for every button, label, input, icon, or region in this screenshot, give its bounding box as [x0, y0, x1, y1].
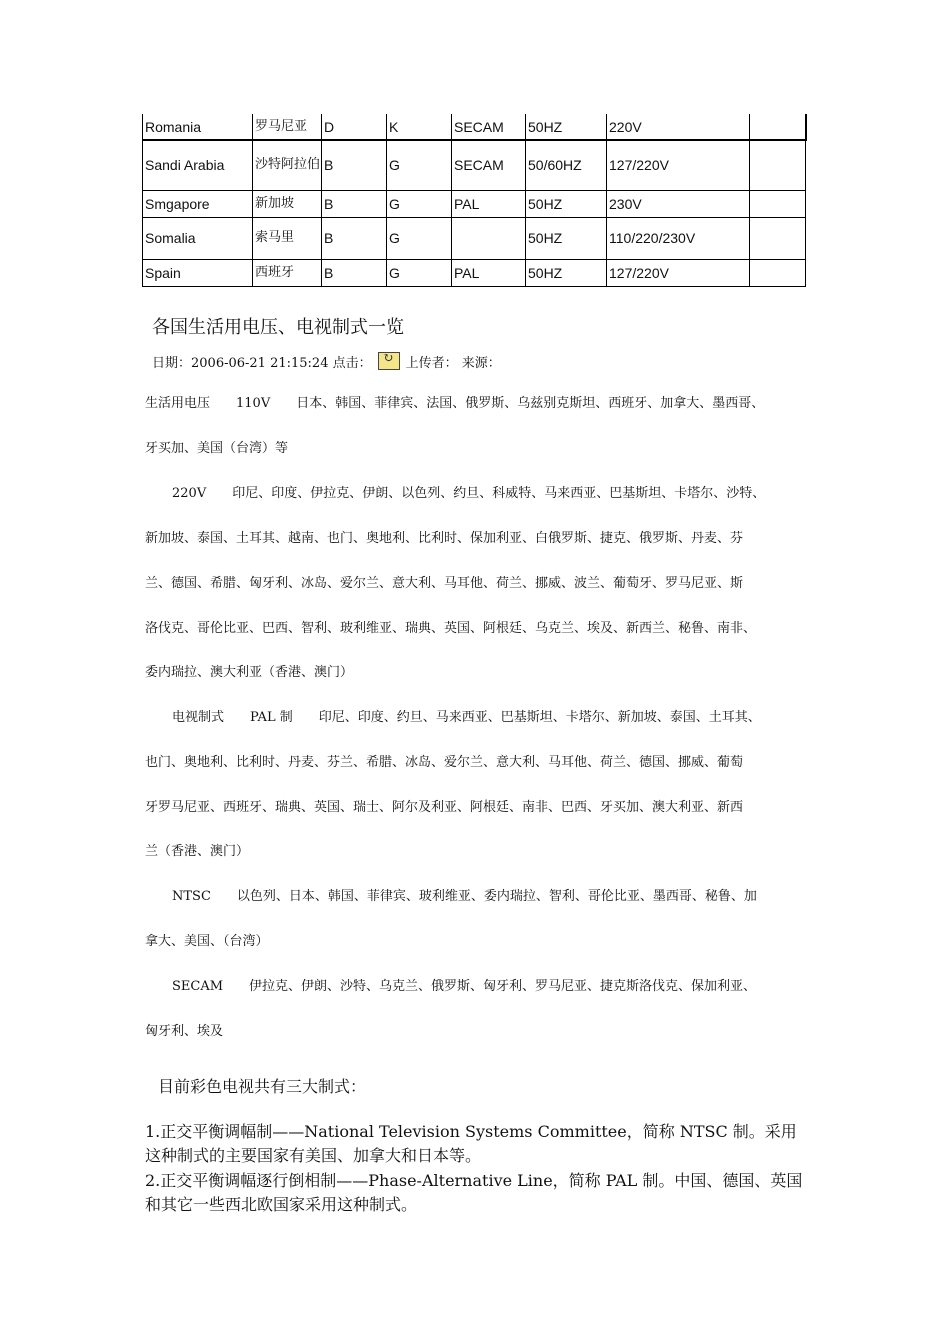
table-cell-en: Somalia — [143, 217, 253, 259]
table-cell-hz: 50HZ — [526, 114, 607, 140]
table-cell-volt: 220V — [607, 114, 750, 140]
table-cell-empty — [750, 140, 806, 190]
table-cell-c1: B — [322, 190, 387, 217]
text-line: 牙买加、美国（台湾）等 — [145, 441, 289, 456]
table-cell-cn: 罗马尼亚 — [253, 114, 322, 140]
table-cell-en: Spain — [143, 259, 253, 286]
refresh-icon[interactable] — [378, 352, 400, 370]
table-cell-volt: 110/220/230V — [607, 217, 750, 259]
table-cell-cn: 新加坡 — [253, 190, 322, 217]
table-cell-empty — [750, 190, 806, 217]
table-cell-empty — [750, 259, 806, 286]
table-cell-hz: 50HZ — [526, 190, 607, 217]
text-line: 也门、奥地利、比利时、丹麦、芬兰、希腊、冰岛、爱尔兰、意大利、马耳他、荷兰、德国、挪威、葡萄 — [145, 755, 744, 770]
table-cell-c2: G — [387, 140, 452, 190]
voltage-table — [142, 114, 807, 287]
table-cell-c2: G — [387, 217, 452, 259]
text-line: 兰（香港、澳门） — [145, 844, 250, 859]
text-line: 牙罗马尼亚、西班牙、瑞典、英国、瑞士、阿尔及利亚、阿根廷、南非、巴西、牙买加、澳大利亚、新西 — [145, 800, 744, 815]
article-title: 各国生活用电压、电视制式一览 — [152, 317, 404, 338]
table-cell-hz: 50HZ — [526, 259, 607, 286]
paragraph-pal: 2.正交平衡调幅逐行倒相制——Phase-Alternative Line，简称 PAL 制。中国、德国、英国和其它一些西北欧国家采用这种制式。 — [145, 1171, 803, 1214]
table-cell-cn: 沙特阿拉伯 — [253, 140, 322, 190]
table-cell-sys: PAL — [452, 259, 526, 286]
table-cell-hz: 50/60HZ — [526, 140, 607, 190]
table-cell-en: Sandi Arabia — [143, 140, 253, 190]
table-cell-empty — [750, 217, 806, 259]
text-line: 委内瑞拉、澳大利亚（香港、澳门） — [145, 665, 354, 680]
table-cell-volt: 230V — [607, 190, 750, 217]
text-line: SECAM 伊拉克、伊朗、沙特、乌克兰、俄罗斯、匈牙利、罗马尼亚、捷克斯洛伐克、保加利亚、 — [172, 979, 757, 994]
table-cell-volt: 127/220V — [607, 140, 750, 190]
text-line: 220V 印尼、印度、伊拉克、伊朗、以色列、约旦、科威特、马来西亚、巴基斯坦、卡塔尔、沙特、 — [172, 486, 766, 501]
table-cell-en: Romania — [143, 114, 253, 140]
table-cell-c1: B — [322, 140, 387, 190]
country-table — [142, 114, 807, 287]
table-cell-c1: B — [322, 259, 387, 286]
article-meta — [152, 352, 501, 371]
table-row — [143, 114, 806, 140]
table-cell-c2: G — [387, 190, 452, 217]
text-line: 洛伐克、哥伦比亚、巴西、智利、玻利维亚、瑞典、英国、阿根廷、乌克兰、埃及、新西兰、秘鲁、南非、 — [145, 621, 757, 636]
table-cell-c2: G — [387, 259, 452, 286]
table-cell-c1: B — [322, 217, 387, 259]
meta-uploader: 上传者： 来源： — [405, 356, 501, 371]
table-cell-en: Smgapore — [143, 190, 253, 217]
table-row — [143, 140, 806, 190]
table-cell-cn: 西班牙 — [253, 259, 322, 286]
table-cell-sys — [452, 217, 526, 259]
table-cell-c1: D — [322, 114, 387, 140]
text-line: 兰、德国、希腊、匈牙利、冰岛、爱尔兰、意大利、马耳他、荷兰、挪威、波兰、葡萄牙、罗马尼亚、斯 — [145, 576, 744, 591]
meta-date: 日期：2006-06-21 21:15:24 点击： — [152, 356, 372, 371]
table-cell-c2: K — [387, 114, 452, 140]
table-cell-hz: 50HZ — [526, 217, 607, 259]
table-cell-cn: 索马里 — [253, 217, 322, 259]
table-cell-sys: PAL — [452, 190, 526, 217]
section-heading: 目前彩色电视共有三大制式： — [158, 1077, 367, 1096]
table-row — [143, 190, 806, 217]
text-line: 电视制式 PAL 制 印尼、印度、约旦、马来西亚、巴基斯坦、卡塔尔、新加坡、泰国、土耳其、 — [172, 710, 761, 725]
table-row — [143, 259, 806, 286]
table-cell-sys: SECAM — [452, 140, 526, 190]
text-line: 新加坡、泰国、土耳其、越南、也门、奥地利、比利时、保加利亚、白俄罗斯、捷克、俄罗斯、丹麦、芬 — [145, 531, 744, 546]
table-row — [143, 217, 806, 259]
table-cell-sys: SECAM — [452, 114, 526, 140]
table-cell-empty — [750, 114, 806, 140]
paragraph-ntsc: 1.正交平衡调幅制——National Television Systems Committee，简称 NTSC 制。采用这种制式的主要国家有美国、加拿大和日本等。 — [145, 1122, 797, 1165]
table-cell-volt: 127/220V — [607, 259, 750, 286]
text-line: NTSC 以色列、日本、韩国、菲律宾、玻利维亚、委内瑞拉、智利、哥伦比亚、墨西哥、秘鲁、加 — [172, 889, 757, 904]
text-line: 生活用电压 110V 日本、韩国、菲律宾、法国、俄罗斯、乌兹别克斯坦、西班牙、加拿大、墨西哥、 — [145, 396, 765, 411]
text-line: 拿大、美国、（台湾） — [145, 934, 269, 949]
text-line: 匈牙利、埃及 — [145, 1024, 224, 1039]
